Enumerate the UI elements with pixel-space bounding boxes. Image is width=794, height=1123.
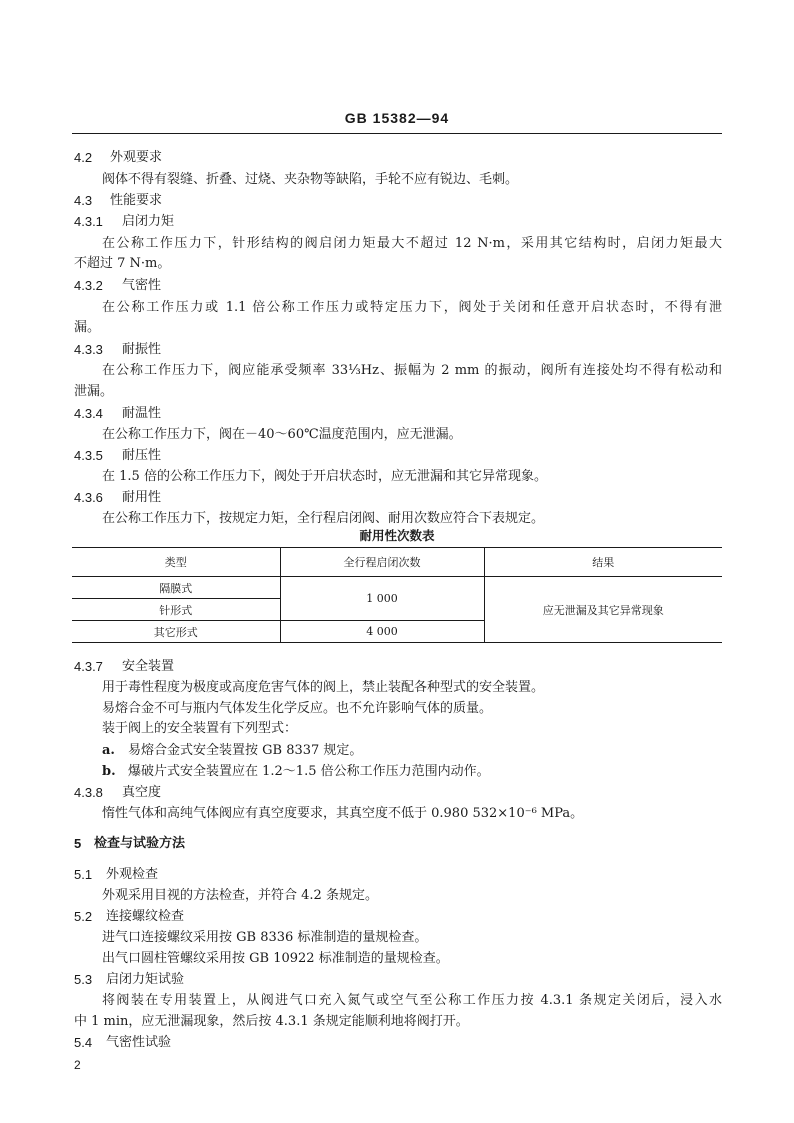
clause-4-3-1-title: 启闭力矩	[122, 214, 175, 229]
clause-4-2-number: 4.2	[74, 150, 93, 165]
clause-5-2-body1: 进气口连接螺纹采用按 GB 8336 标准制造的量规检查。	[102, 930, 428, 945]
clause-4-3-6-number: 4.3.6	[74, 490, 103, 505]
clause-4-3-3-number: 4.3.3	[74, 342, 103, 357]
clause-4-3-2-title: 气密性	[122, 278, 162, 293]
table-header-row	[72, 548, 722, 577]
list-item-a-text: 易熔合金式安全装置按 GB 8337 规定。	[128, 743, 363, 758]
clause-4-3-7-title: 安全装置	[122, 659, 175, 674]
column-header: 全行程启闭次数	[280, 548, 484, 577]
clause-4-3-2-body-line1: 在公称工作压力或 1.1 倍公称工作压力或特定压力下，阀处于关闭和任意开启状态时，不得有泄	[102, 300, 722, 315]
clause-4-3-2-body-line2: 漏。	[74, 320, 101, 335]
clause-5-3-body-line1: 将阀装在专用装置上，从阀进气口充入氮气或空气至公称工作压力按 4.3.1 条规定关闭后，浸入水	[102, 993, 722, 1008]
clause-5-1-body: 外观采用目视的方法检查，并符合 4.2 条规定。	[102, 888, 378, 903]
clause-4-3-6-body: 在公称工作压力下，按规定力矩，全行程启闭阀、耐用次数应符合下表规定。	[102, 511, 545, 526]
clause-4-3-5-number: 4.3.5	[74, 448, 103, 463]
section-5-number: 5	[74, 836, 82, 851]
clause-5-1-title: 外观检查	[106, 867, 159, 882]
clause-4-3-7-para3: 装于阀上的安全装置有下列型式：	[102, 721, 298, 736]
clause-4-3-7-para2: 易熔合金不可与瓶内气体发生化学反应。也不允许影响气体的质量。	[102, 701, 493, 716]
endurance-table	[72, 547, 722, 643]
clause-5-2-number: 5.2	[74, 909, 93, 924]
list-item-b-text: 爆破片式安全装置应在 1.2～1.5 倍公称工作压力范围内动作。	[128, 764, 490, 779]
clause-4-3-1-body-line1: 在公称工作压力下，针形结构的阀启闭力矩最大不超过 12 N·m，采用其它结构时，启闭力矩最大	[102, 236, 722, 251]
clause-5-2-body2: 出气口圆柱管螺纹采用按 GB 10922 标准制造的量规检查。	[102, 951, 449, 966]
cycles-cell: 1 000	[280, 577, 484, 621]
clause-4-3-number: 4.3	[74, 193, 93, 208]
result-cell: 应无泄漏及其它异常现象	[484, 577, 722, 643]
clause-5-4-title: 气密性试验	[106, 1035, 172, 1050]
clause-5-3-body-line2: 中 1 min，应无泄漏现象，然后按 4.3.1 条规定能顺利地将阀打开。	[74, 1014, 469, 1029]
clause-4-3-1-number: 4.3.1	[74, 214, 103, 229]
table-caption: 耐用性次数表	[359, 528, 435, 543]
clause-4-3-7-para1: 用于毒性程度为极度或高度危害气体的阀上，禁止装配各种型式的安全装置。	[102, 680, 545, 695]
clause-4-3-2-number: 4.3.2	[74, 278, 103, 293]
list-item-a-label: a.	[102, 743, 115, 758]
column-header: 类型	[72, 548, 280, 577]
clause-4-3-3-body-line2: 泄漏。	[74, 384, 114, 399]
clause-4-2-title: 外观要求	[110, 150, 163, 165]
clause-4-3-7-number: 4.3.7	[74, 659, 103, 674]
clause-5-3-number: 5.3	[74, 972, 93, 987]
clause-5-1-number: 5.1	[74, 867, 93, 882]
section-5-title: 检查与试验方法	[94, 836, 186, 851]
clause-4-3-4-number: 4.3.4	[74, 406, 103, 421]
header-rule	[72, 133, 722, 134]
type-cell: 隔膜式	[72, 577, 280, 599]
clause-4-3-6-title: 耐用性	[122, 490, 162, 505]
clause-5-2-title: 连接螺纹检查	[106, 909, 185, 924]
column-header: 结果	[484, 548, 722, 577]
clause-4-2-body: 阀体不得有裂缝、折叠、过烧、夹杂物等缺陷，手轮不应有锐边、毛刺。	[102, 172, 519, 187]
page-number: 2	[74, 1058, 81, 1072]
clause-4-3-4-body: 在公称工作压力下，阀在－40～60℃温度范围内，应无泄漏。	[102, 427, 462, 442]
clause-4-3-8-body: 惰性气体和高纯气体阀应有真空度要求，其真空度不低于 0.980 532×10⁻⁶ MPa。	[102, 806, 584, 821]
clause-4-3-4-title: 耐温性	[122, 406, 162, 421]
clause-4-3-1-body-line2: 不超过 7 N·m。	[74, 256, 171, 271]
standard-id: GB 15382—94	[344, 110, 450, 126]
clause-5-4-number: 5.4	[74, 1035, 93, 1050]
clause-4-3-3-title: 耐振性	[122, 342, 162, 357]
type-cell: 针形式	[72, 599, 280, 621]
cycles-cell: 4 000	[280, 621, 484, 643]
clause-4-3-5-title: 耐压性	[122, 448, 162, 463]
clause-4-3-title: 性能要求	[110, 193, 163, 208]
clause-4-3-8-number: 4.3.8	[74, 785, 103, 800]
clause-4-3-8-title: 真空度	[122, 785, 162, 800]
clause-5-3-title: 启闭力矩试验	[106, 972, 185, 987]
type-cell: 其它形式	[72, 621, 280, 643]
list-item-b-label: b.	[102, 764, 116, 779]
table-row	[72, 577, 722, 599]
clause-4-3-3-body-line1: 在公称工作压力下，阀应能承受频率 33⅓Hz、振幅为 2 mm 的振动，阀所有连接处均不得有松动和	[102, 363, 722, 378]
clause-4-3-5-body: 在 1.5 倍的公称工作压力下，阀处于开启状态时，应无泄漏和其它异常现象。	[102, 469, 547, 484]
